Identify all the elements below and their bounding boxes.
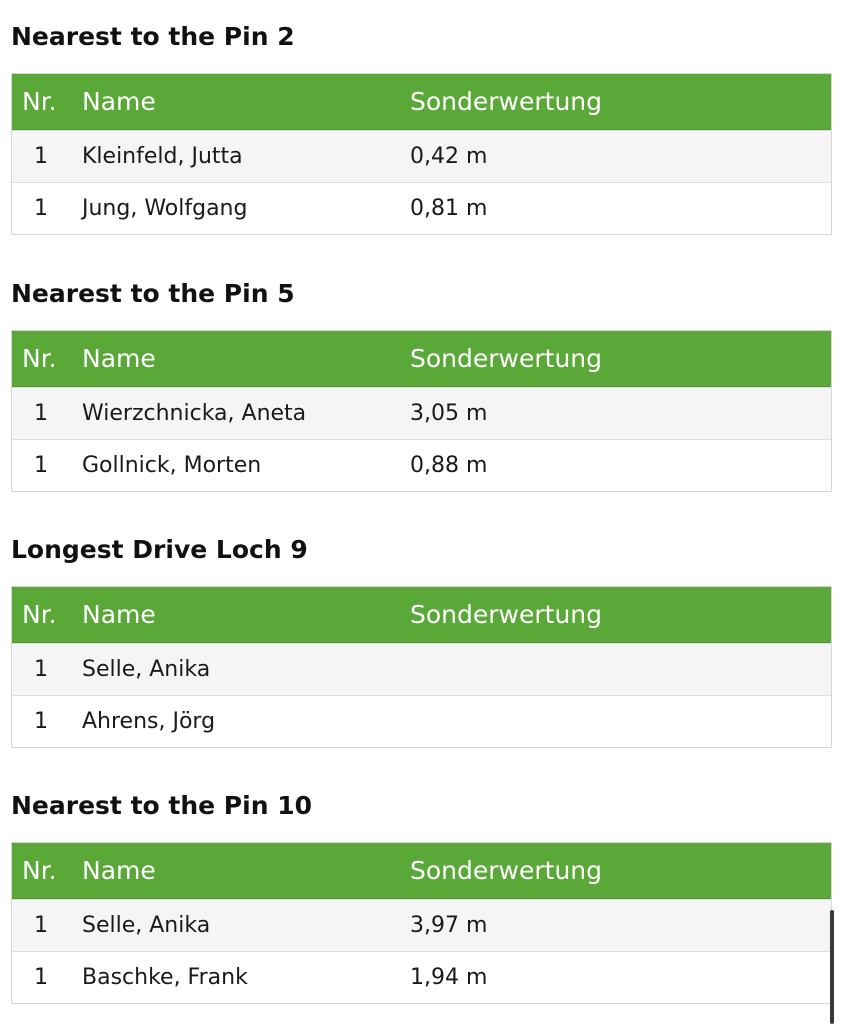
cell-nr: 1: [34, 144, 48, 169]
cell-sonderwertung: 0,81 m: [410, 196, 488, 221]
results-table: [11, 330, 832, 492]
column-header-name: Name: [82, 344, 156, 373]
column-header-name: Name: [82, 87, 156, 116]
table-header-row: [12, 331, 831, 387]
cell-name: Gollnick, Morten: [82, 453, 262, 478]
cell-nr: 1: [34, 709, 48, 734]
column-header-sonderwertung: Sonderwertung: [410, 344, 603, 373]
column-header-sonderwertung: Sonderwertung: [410, 856, 603, 885]
table-row[interactable]: [12, 387, 831, 439]
cell-name: Wierzchnicka, Aneta: [82, 401, 307, 426]
cell-name: Kleinfeld, Jutta: [82, 144, 243, 169]
column-header-name: Name: [82, 600, 156, 629]
cell-nr: 1: [34, 196, 48, 221]
vertical-scrollbar[interactable]: [830, 910, 834, 1024]
table-row[interactable]: [12, 182, 831, 234]
section-title: Nearest to the Pin 2: [11, 22, 295, 51]
table-row[interactable]: [12, 899, 831, 951]
table-header-row: [12, 74, 831, 130]
column-header-nr: Nr.: [22, 87, 57, 116]
cell-name: Selle, Anika: [82, 913, 211, 938]
table-row[interactable]: [12, 130, 831, 182]
column-header-nr: Nr.: [22, 344, 57, 373]
cell-sonderwertung: 3,97 m: [410, 913, 488, 938]
section-title: Longest Drive Loch 9: [11, 535, 308, 564]
column-header-name: Name: [82, 856, 156, 885]
column-header-sonderwertung: Sonderwertung: [410, 600, 603, 629]
table-row[interactable]: [12, 643, 831, 695]
table-header-row: [12, 587, 831, 643]
cell-sonderwertung: 0,88 m: [410, 453, 488, 478]
cell-nr: 1: [34, 453, 48, 478]
column-header-nr: Nr.: [22, 856, 57, 885]
cell-sonderwertung: 0,42 m: [410, 144, 488, 169]
table-row[interactable]: [12, 439, 831, 491]
cell-nr: 1: [34, 657, 48, 682]
cell-sonderwertung: 1,94 m: [410, 965, 488, 990]
section-title: Nearest to the Pin 10: [11, 791, 312, 820]
table-header-row: [12, 843, 831, 899]
column-header-nr: Nr.: [22, 600, 57, 629]
results-table: [11, 842, 832, 1004]
cell-name: Baschke, Frank: [82, 965, 248, 990]
column-header-sonderwertung: Sonderwertung: [410, 87, 603, 116]
results-table: [11, 586, 832, 748]
table-row[interactable]: [12, 695, 831, 747]
cell-name: Ahrens, Jörg: [82, 709, 216, 734]
cell-nr: 1: [34, 965, 48, 990]
cell-name: Jung, Wolfgang: [82, 196, 248, 221]
cell-nr: 1: [34, 913, 48, 938]
cell-sonderwertung: 3,05 m: [410, 401, 488, 426]
cell-name: Selle, Anika: [82, 657, 211, 682]
results-table: [11, 73, 832, 235]
section-title: Nearest to the Pin 5: [11, 279, 295, 308]
table-row[interactable]: [12, 951, 831, 1003]
cell-nr: 1: [34, 401, 48, 426]
